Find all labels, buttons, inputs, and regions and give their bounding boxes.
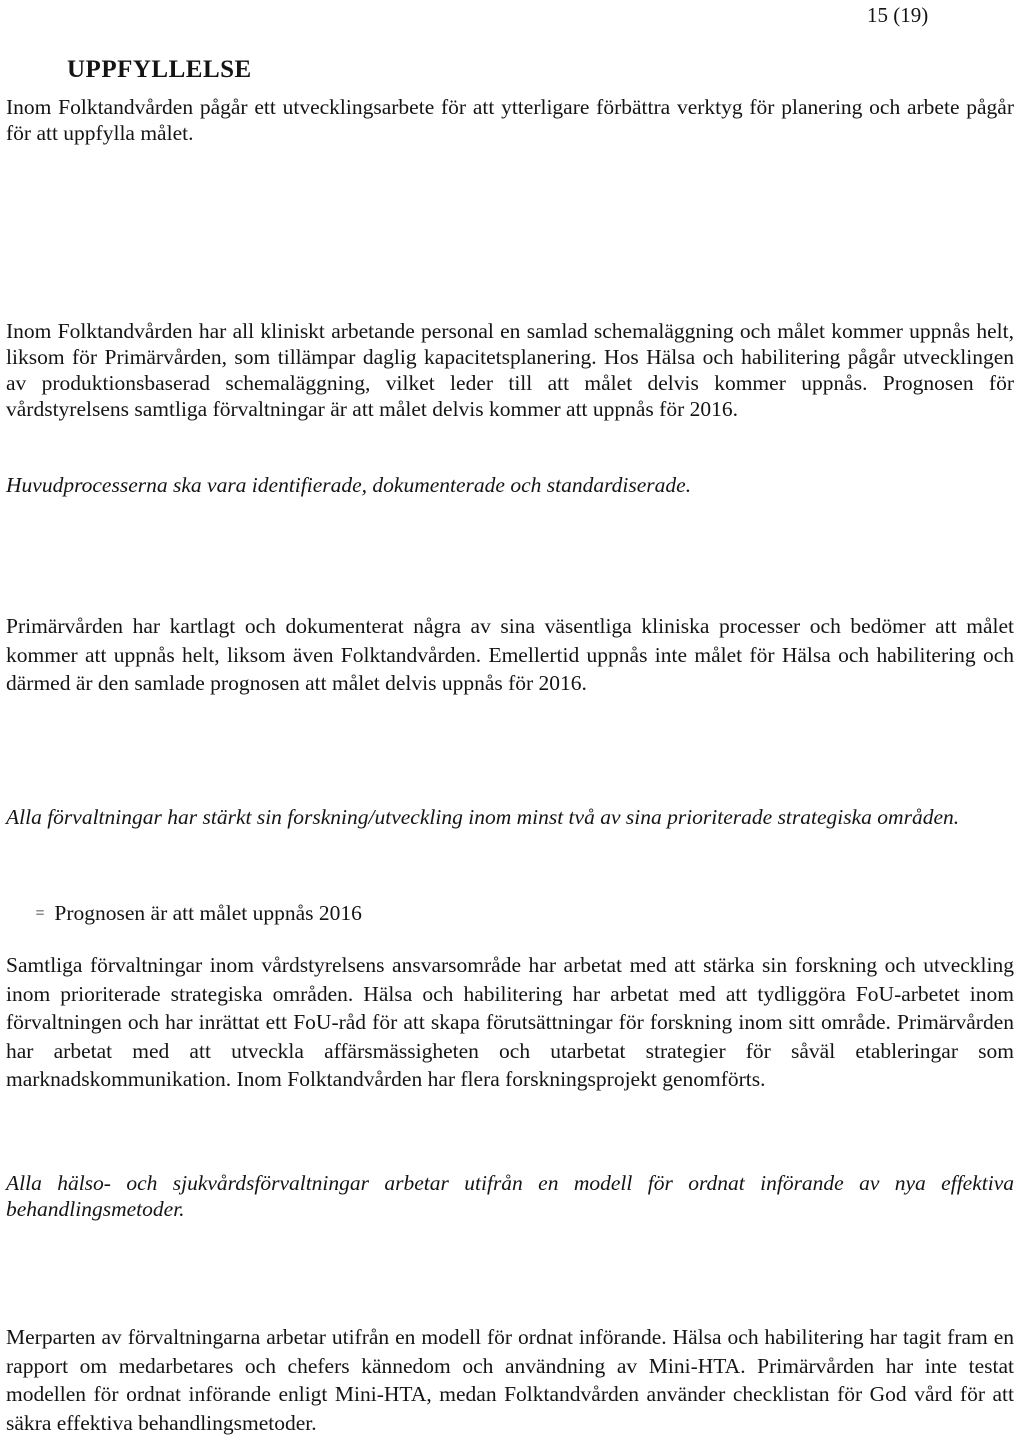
processes-paragraph: Primärvården har kartlagt och dokumenterat några av sina väsentliga kliniska processer och bedömer att målet kommer att uppnås helt, liksom även Folktandvården. Emellertid uppnås inte målet för Hälsa och habilitering och därmed är den samlade prognosen att målet delvis uppnås för 2016. <box>6 614 1014 695</box>
intro-paragraph: Inom Folktandvården pågår ett utvecklingsarbete för att ytterligare förbättra verktyg för planering och arbete pågår för att uppfylla målet. <box>6 95 1014 145</box>
page-number: 15 (19) <box>867 3 929 27</box>
goal-methods: Alla hälso- och sjukvårdsförvaltningar arbetar utifrån en modell för ordnat införande av nya effektiva behandlingsmetoder. <box>6 1171 1014 1221</box>
status-marker-icon: = <box>35 905 45 922</box>
status-text: Prognosen är att målet uppnås 2016 <box>54 901 362 925</box>
scheduling-paragraph: Inom Folktandvården har all kliniskt arbetande personal en samlad schemaläggning och målet kommer uppnås helt, liksom för Primärvården, som tillämpar daglig kapacitetsplanering. Hos Hälsa och habilitering pågår utvecklingen av produktionsbaserad schemaläggning, vilket leder till att målet delvis kommer uppnås. Prognosen för vårdstyrelsens samtliga förvaltningar är att målet delvis kommer att uppnås för 2016. <box>6 319 1014 421</box>
section-heading: UPPFYLLELSE <box>67 56 252 83</box>
methods-paragraph: Merparten av förvaltningarna arbetar utifrån en modell för ordnat införande. Hälsa och habilitering har tagit fram en rapport om medarbetares och chefers kännedom och användning av Mini-HTA. Primärvården har inte testat modellen för ordnat införande enligt Mini-HTA, medan Folktandvården använder checklistan för God vård för att säkra effektiva behandlingsmetoder. <box>6 1325 1014 1435</box>
research-paragraph: Samtliga förvaltningar inom vårdstyrelsens ansvarsområde har arbetat med att stärka sin forskning och utveckling inom prioriterade strategiska områden. Hälsa och habilitering har arbetat med att tydliggöra FoU-arbetet inom förvaltningen och har inrättat ett FoU-råd för att skapa förutsättningar för forskning inom sitt område. Primärvården har arbetat med att utveckla affärsmässigheten och utarbetat strategier för såväl etableringar som marknadskommunikation. Inom Folktandvården har flera forskningsprojekt genomförts. <box>6 953 1014 1091</box>
goal-processes: Huvudprocesserna ska vara identifierade, dokumenterade och standardiserade. <box>6 473 692 497</box>
goal-research: Alla förvaltningar har stärkt sin forskning/utveckling inom minst två av sina prioriterade strategiska områden. <box>6 805 960 829</box>
status-line <box>34 899 362 928</box>
